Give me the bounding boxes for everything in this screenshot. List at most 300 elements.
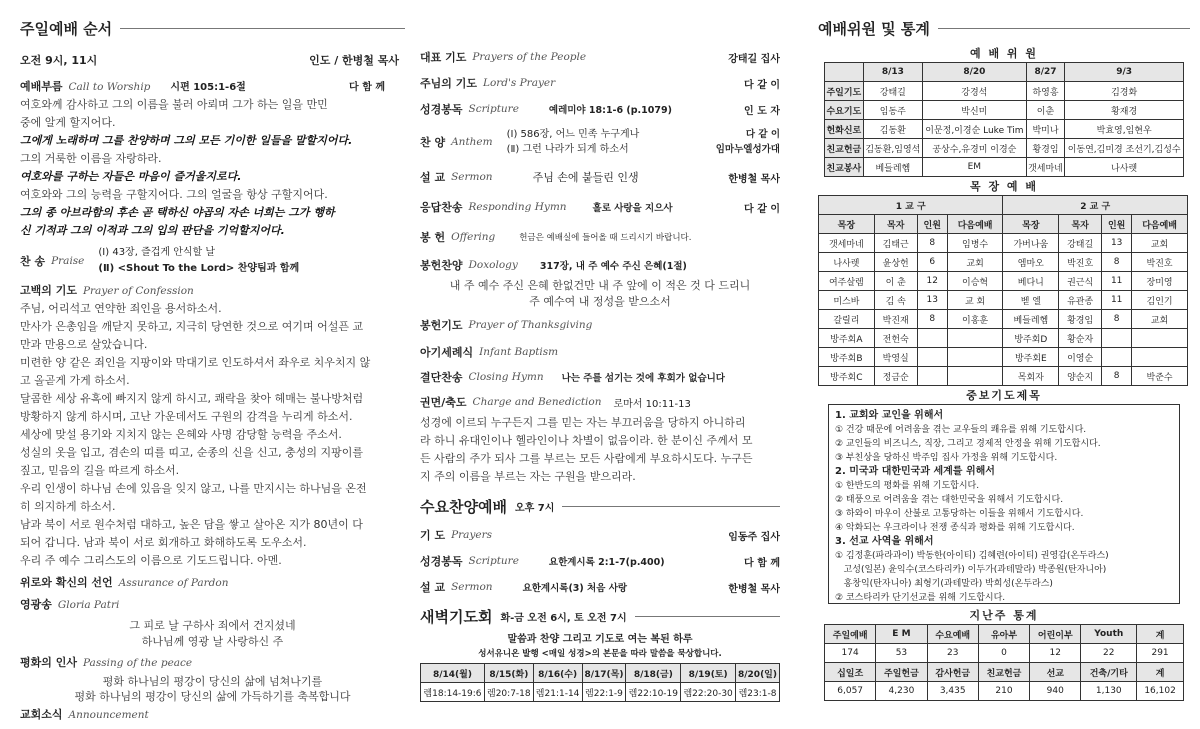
parish-cell — [917, 329, 947, 348]
dawn-date-cell: 8/20(일) — [736, 664, 780, 683]
parish-header-cell: 목자 — [874, 215, 917, 234]
parish-header-cell: 목장 — [819, 215, 875, 234]
stats-cell: 1,130 — [1081, 682, 1137, 701]
dawn-ref-cell: 렘21:1-14 — [533, 683, 582, 702]
dawn-date-cell: 8/14(월) — [421, 664, 485, 683]
confession-text-line: 고 올곧게 가게 하소서. — [20, 374, 130, 387]
thanks-en: Prayer of Thanksgiving — [468, 319, 593, 331]
anthem-en: Anthem — [451, 136, 493, 148]
order-of-worship-column — [20, 0, 405, 729]
stats-cell: 291 — [1137, 644, 1184, 663]
stats-cell: 210 — [978, 682, 1029, 701]
parish-header-cell: 목장 — [1003, 215, 1059, 234]
confession-text — [20, 300, 405, 570]
parish-cell: 윤상헌 — [874, 253, 917, 272]
confession-label: 고백의 기도 — [20, 284, 77, 297]
parish-cell: 6 — [917, 253, 947, 272]
response-person: 다 같 이 — [744, 203, 780, 215]
parish-cell — [917, 348, 947, 367]
doxology-hymn: 317장, 내 주 예수 주신 은혜(1절) — [539, 261, 687, 272]
dawn-ref-cell: 렘22:1-9 — [582, 683, 626, 702]
stats-cell: 수요예배 — [927, 625, 978, 644]
committee-cell: 이문정,이경순 Luke Tim — [923, 120, 1027, 139]
committee-cell: 이춘 — [1026, 101, 1065, 120]
praise-line-2: (Ⅱ) <Shout To the Lord> 찬양팀과 함께 — [98, 263, 300, 274]
committee-date-cell: 8/20 — [923, 63, 1027, 82]
parish-table-title: 목 장 예 배 — [970, 180, 1038, 193]
gloria-patri — [20, 596, 405, 618]
benediction — [420, 390, 780, 414]
dawn-title-text: 새벽기도회 — [420, 607, 493, 626]
doxology-en: Doxology — [468, 259, 518, 271]
confession-text-line: 성실의 옷을 입고, 겸손의 띠를 띠고, 순종의 신을 신고, 충성의 지팡이를 — [20, 446, 363, 459]
gloria-line-1: 그 피로 날 구하사 죄에서 건지셨네 — [129, 619, 296, 632]
parish-cell: 이영순 — [1059, 348, 1102, 367]
baptism-label: 아기세례식 — [420, 346, 474, 359]
item-person: 다 같 이 — [744, 79, 780, 91]
parish-cell: 양순지 — [1059, 367, 1102, 386]
item-person: 임동주 집사 — [728, 531, 780, 543]
parish-row — [819, 367, 1188, 386]
parish-header-cell: 인원 — [917, 215, 947, 234]
parish-cell: 갈릴리 — [819, 310, 875, 329]
call-en: Call to Worship — [68, 81, 151, 93]
sermon-person: 한병철 목사 — [728, 173, 780, 185]
stats-cell: E M — [876, 625, 927, 644]
committee-row — [825, 101, 1184, 120]
wednesday-title — [420, 496, 780, 516]
parish-header-cell: 인원 — [1102, 215, 1132, 234]
dawn-time: 화-금 오전 6시, 토 오전 7시 — [500, 612, 627, 624]
committee-cell: 공상수,유경미 이경순 — [923, 139, 1027, 158]
worship-item — [420, 522, 780, 548]
committee-cell: 강경석 — [923, 82, 1027, 101]
parish-cell: 나사렛 — [819, 253, 875, 272]
committee-corner-cell — [825, 63, 864, 82]
parish-cell: 방주회B — [819, 348, 875, 367]
prayer-title: 중보기도제목 — [966, 389, 1042, 402]
parish-row — [819, 329, 1188, 348]
benediction-text-line: 라 하니 유대인이나 헬라인이나 차별이 없음이라. 한 분이신 주께서 모 — [420, 434, 753, 447]
prayer-item: ③ 하와이 마우이 산불로 고통당하는 이들을 위해서 기도합시다. — [835, 509, 1084, 519]
parish-cell: 유관종 — [1059, 291, 1102, 310]
dawn-ref-cell: 렘22:10-19 — [626, 683, 681, 702]
thanksgiving — [420, 310, 780, 340]
worship-item — [420, 44, 780, 70]
dawn-title — [420, 606, 780, 626]
prayer-box — [828, 404, 1180, 604]
call-text-line: 그의 종 아브라함의 후손 곧 택하신 야곱의 자손 너희는 그가 행하 — [20, 206, 335, 219]
stats-cell: 53 — [876, 644, 927, 663]
parish-row — [819, 234, 1188, 253]
confession-text-line: 만과 만용으로 살았습니다. — [20, 338, 148, 351]
gloria-label: 영광송 — [20, 598, 52, 611]
committee-cell: 임동주 — [863, 101, 922, 120]
sermon-en: Sermon — [451, 171, 493, 183]
confession-text-line: 방황하지 않게 하시며, 고난 가운데서도 구원의 감격을 누리게 하소서. — [20, 410, 353, 423]
parish-cell: 13 — [1102, 234, 1132, 253]
response-en: Responding Hymn — [468, 201, 567, 213]
parish-row — [819, 272, 1188, 291]
item-person: 다 함 께 — [744, 557, 780, 569]
committee-cell: 베들레헴 — [863, 158, 922, 177]
praise — [20, 244, 405, 278]
stats-cell: 940 — [1030, 682, 1081, 701]
parish-cell: 방주회D — [1003, 329, 1059, 348]
pardon-en: Assurance of Pardon — [118, 577, 229, 589]
parish-cell: 황경임 — [1059, 310, 1102, 329]
response-label: 응답찬송 — [420, 201, 463, 214]
item-person: 강태길 집사 — [728, 53, 780, 65]
parish-cell: 이 춘 — [874, 272, 917, 291]
committee-role-cell: 친교봉사 — [825, 158, 864, 177]
prayer-item: ③ 부친상을 당하신 박주임 집사 가정을 위해 기도합시다. — [835, 453, 1058, 463]
confession-en: Prayer of Confession — [82, 285, 194, 297]
stats-cell: 어린이부 — [1030, 625, 1081, 644]
parish-cell — [1132, 329, 1188, 348]
item-english: Lord's Prayer — [482, 77, 556, 89]
stats-cell: 22 — [1081, 644, 1137, 663]
prayer-item: ① 한반도의 평화를 위해 기도합시다. — [835, 481, 980, 491]
dawn-ref-cell: 렘18:14-19:6 — [421, 683, 485, 702]
parish-cell — [917, 367, 947, 386]
sermon — [420, 162, 780, 192]
section-title-text: 주일예배 순서 — [20, 19, 113, 38]
doxology — [420, 252, 780, 278]
committee-section-title — [818, 18, 1190, 38]
parish-cell: 여주살렘 — [819, 272, 875, 291]
stats-cell: 16,102 — [1137, 682, 1184, 701]
confession-text-line: 우리 인생이 하나님 손에 있음을 잊지 않고, 나를 만지시는 하나님을 온전 — [20, 482, 367, 495]
confession-text-line: 남과 북이 서로 원수처럼 대하고, 높은 담을 쌓고 살아온 지가 80년이 다 — [20, 518, 363, 531]
parish-cell: 박진호 — [1132, 253, 1188, 272]
parish-cell: 11 — [1102, 272, 1132, 291]
announcement — [20, 706, 405, 728]
confession — [20, 282, 405, 300]
committee-cell: 김경화 — [1065, 82, 1184, 101]
committee-row — [825, 139, 1184, 158]
parish-header-cell: 목자 — [1059, 215, 1102, 234]
committee-row — [825, 120, 1184, 139]
committee-cell: 황경임 — [1026, 139, 1065, 158]
parish-cell: 미스바 — [819, 291, 875, 310]
parish-cell: 이승혁 — [947, 272, 1003, 291]
parish-cell: 전헌숙 — [874, 329, 917, 348]
benediction-text-line: 든 사람의 주가 되사 그를 부르는 모든 사람에게 부요하시도다. 누구든 — [420, 452, 753, 465]
committee-cell: 강태길 — [863, 82, 922, 101]
call-person: 다 함 께 — [349, 82, 385, 93]
parish-cell: 황순자 — [1059, 329, 1102, 348]
parish-cell: 방주회C — [819, 367, 875, 386]
doxology-line-1: 내 주 예수 주신 은혜 한없건만 내 주 앞에 이 적은 것 다 드리니 — [449, 279, 751, 292]
call-ref: 시편 105:1-6절 — [170, 82, 246, 93]
confession-text-line: 우리 주 예수 그리스도의 이름으로 기도드립니다. 아멘. — [20, 554, 282, 567]
prayer-heading-1: 1. 교회와 교인을 위해서 — [835, 410, 944, 421]
call-text-line: 여호와께 감사하고 그의 이름을 불러 아뢰며 그가 하는 일을 만민 — [20, 98, 328, 111]
parish-cell: 교회 — [947, 253, 1003, 272]
committee-table-title: 예 배 위 원 — [970, 47, 1038, 60]
stats-cell: 선교 — [1030, 663, 1081, 682]
baptism-en: Infant Baptism — [479, 346, 559, 358]
prayer-heading-3: 3. 선교 사역을 위해서 — [835, 536, 934, 547]
committee-cell: 김동환,임영석 — [863, 139, 922, 158]
committee-role-cell: 헌화신로 — [825, 120, 864, 139]
committee-stats-column — [818, 0, 1190, 729]
offering-note: 헌금은 예배실에 들어올 때 드리시기 바랍니다. — [519, 233, 692, 243]
parish-group-1: 1 교 구 — [819, 196, 1003, 215]
worship-item — [420, 574, 780, 600]
sunday-worship-title — [20, 18, 405, 38]
dawn-date-cell: 8/18(금) — [626, 664, 681, 683]
praise-label: 찬 송 — [20, 255, 46, 268]
anthem-label: 찬 양 — [420, 136, 446, 149]
sermon-label: 설 교 — [420, 171, 446, 184]
item-english: Scripture — [468, 555, 519, 567]
confession-text-line: 짚고, 믿음의 길을 따르게 하소서. — [20, 464, 180, 477]
praise-en: Praise — [51, 255, 85, 267]
item-label: 성경봉독 — [420, 103, 463, 116]
committee-date-cell: 8/13 — [863, 63, 922, 82]
stats-cell: 주일예배 — [825, 625, 876, 644]
parish-cell: 8 — [917, 234, 947, 253]
stats-cell: 유아부 — [978, 625, 1029, 644]
announce-label: 교회소식 — [20, 708, 63, 721]
responding-hymn — [420, 192, 780, 222]
doxology-label: 봉헌찬양 — [420, 259, 463, 272]
wednesday-items — [420, 522, 780, 600]
stats-cell: 23 — [927, 644, 978, 663]
prayer-item: ① 건강 때문에 어려움을 겪는 교우들의 쾌유를 위해 기도합시다. — [835, 425, 1087, 435]
dawn-date-cell: 8/19(토) — [681, 664, 736, 683]
passing-peace — [20, 654, 405, 674]
anthem — [420, 122, 780, 162]
parish-cell: 목회자 — [1003, 367, 1059, 386]
parish-cell: 교 회 — [947, 291, 1003, 310]
parish-cell: 방주회A — [819, 329, 875, 348]
item-person: 한병철 목사 — [728, 583, 780, 595]
stats-cell: 친교헌금 — [978, 663, 1029, 682]
prayer-item: 고성(일본) 윤익수(코스타리카) 이두가(과테말라) 박종원(탄자니아) — [835, 565, 1107, 575]
call-text-line: 여호와와 그의 능력을 구할지어다. 그의 얼굴을 항상 구할지어다. — [20, 188, 328, 201]
section-title-text: 예배위원 및 통계 — [818, 19, 930, 38]
committee-role-cell: 수요기도 — [825, 101, 864, 120]
offering-label: 봉 헌 — [420, 231, 446, 244]
stats-cell: 계 — [1137, 663, 1184, 682]
committee-date-cell: 9/3 — [1065, 63, 1184, 82]
parish-cell: 8 — [917, 310, 947, 329]
closing-title: 나는 주를 섬기는 것에 후회가 없습니다 — [561, 373, 725, 384]
committee-cell: 갯세마네 — [1026, 158, 1065, 177]
infant-baptism — [420, 340, 780, 364]
anthem-line-1: (Ⅰ) 586장, 어느 민족 누구게나 — [506, 129, 640, 140]
call-text-line: 그의 거룩한 이름을 자랑하라. — [20, 152, 162, 165]
closing-hymn — [420, 364, 780, 390]
stats-cell: 감사헌금 — [927, 663, 978, 682]
stats-cell: 12 — [1030, 644, 1081, 663]
benediction-label: 권면/축도 — [420, 396, 467, 409]
peace-line-2: 평화 하나님의 평강이 당신의 삶에 가득하기를 축복합니다 — [74, 690, 351, 703]
parish-row — [819, 253, 1188, 272]
dawn-date-cell: 8/16(수) — [533, 664, 582, 683]
committee-row — [825, 82, 1184, 101]
confession-text-line: 만사가 은총임을 깨닫지 못하고, 지극히 당연한 것으로 여기며 어설픈 교 — [20, 320, 364, 333]
parish-cell — [947, 348, 1003, 367]
committee-row — [825, 158, 1184, 177]
stats-cell: 4,230 — [876, 682, 927, 701]
parish-cell: 권근식 — [1059, 272, 1102, 291]
prayer-item: ② 태풍으로 어려움을 겪는 대한민국을 위해서 기도합시다. — [835, 495, 1064, 505]
order-continued-column — [420, 0, 780, 729]
pardon-label: 위로와 확신의 선언 — [20, 576, 113, 589]
anthem-person-1: 다 같 이 — [745, 129, 780, 140]
call-text-line: 중에 알게 할지어다. — [20, 116, 116, 129]
dawn-ref-cell: 렘23:1-8 — [736, 683, 780, 702]
item-english: Prayers of the People — [472, 51, 587, 63]
worship-item — [420, 96, 780, 122]
parish-cell: 임병수 — [947, 234, 1003, 253]
wed-time: 오후 7시 — [514, 502, 555, 514]
wed-title-text: 수요찬양예배 — [420, 497, 507, 516]
committee-cell: 박효영,임현우 — [1065, 120, 1184, 139]
parish-cell — [1102, 329, 1132, 348]
announce-en: Announcement — [68, 709, 149, 721]
parish-cell: 베다니 — [1003, 272, 1059, 291]
committee-role-cell: 친교헌금 — [825, 139, 864, 158]
benediction-en: Charge and Benediction — [472, 396, 602, 408]
committee-role-cell: 주일기도 — [825, 82, 864, 101]
item-detail: 예레미야 18:1-6 (p.1079) — [548, 105, 672, 116]
stats-cell: 건축/기타 — [1081, 663, 1137, 682]
item-person: 인 도 자 — [744, 105, 780, 117]
parish-cell: 박진호 — [1059, 253, 1102, 272]
item-label: 주님의 기도 — [420, 77, 477, 90]
wed-rule — [562, 506, 780, 507]
parish-cell: 정금순 — [874, 367, 917, 386]
committee-cell: 박신미 — [923, 101, 1027, 120]
closing-en: Closing Hymn — [468, 371, 544, 383]
dawn-line-2: 성서유니온 발행 <매일 성경>의 본문을 따라 말씀을 묵상합니다. — [478, 649, 722, 659]
parish-cell: 베들레헴 — [1003, 310, 1059, 329]
praise-line-1: (Ⅰ) 43장, 즐겁게 안식할 날 — [98, 247, 216, 258]
stats-cell: 주일헌금 — [876, 663, 927, 682]
parish-cell — [1102, 348, 1132, 367]
worship-items-top — [420, 44, 780, 122]
parish-cell: 13 — [917, 291, 947, 310]
call-text-line: 여호와를 구하는 자들은 마음이 즐거울지로다. — [20, 170, 242, 183]
closing-label: 결단찬송 — [420, 371, 463, 384]
worship-item — [420, 548, 780, 574]
call-to-worship — [20, 78, 405, 96]
confession-text-line: 되어 갑니다. 남과 북이 서로 회개하고 화해하도록 도우소서. — [20, 536, 307, 549]
item-english: Scripture — [468, 103, 519, 115]
stats-title: 지난주 통계 — [969, 609, 1039, 622]
parish-cell: 8 — [1102, 253, 1132, 272]
confession-text-line: 달콤한 세상 유혹에 빠지지 않게 하시고, 쾌락을 찾아 헤매는 불나방처럼 — [20, 392, 364, 405]
prayer-heading-2: 2. 미국과 대한민국과 세계를 위해서 — [835, 466, 995, 477]
committee-date-cell: 8/27 — [1026, 63, 1065, 82]
parish-cell: 방주회E — [1003, 348, 1059, 367]
call-text-line: 그에게 노래하며 그를 찬양하며 그의 모든 기이한 일들을 말할지어다. — [20, 134, 353, 147]
parish-cell: 김 속 — [874, 291, 917, 310]
parish-cell: 김인기 — [1132, 291, 1188, 310]
parish-cell — [947, 329, 1003, 348]
parish-cell: 엠마오 — [1003, 253, 1059, 272]
parish-header-cell: 다음예배 — [1132, 215, 1188, 234]
thanks-label: 봉헌기도 — [420, 319, 463, 332]
stats-cell: 계 — [1137, 625, 1184, 644]
committee-cell: 하영흥 — [1026, 82, 1065, 101]
committee-cell: 황재경 — [1065, 101, 1184, 120]
assurance — [20, 574, 405, 596]
stats-cell: 3,435 — [927, 682, 978, 701]
item-english: Sermon — [451, 581, 493, 593]
sermon-title: 주님 손에 붙들린 인생 — [532, 171, 639, 184]
confession-text-line: 미련한 양 같은 죄인을 지팡이와 막대기로 인도하셔서 좌우로 치우치지 않 — [20, 356, 371, 369]
time-line — [20, 52, 405, 70]
parish-cell: 박영실 — [874, 348, 917, 367]
worship-item — [420, 70, 780, 96]
doxology-line-2: 주 예수여 내 정성을 받으소서 — [529, 295, 671, 308]
parish-cell: 박진재 — [874, 310, 917, 329]
gloria-en: Gloria Patri — [57, 599, 120, 611]
dawn-line-1: 말씀과 찬양 그리고 기도로 여는 복된 하루 — [507, 634, 693, 645]
parish-cell — [947, 367, 1003, 386]
parish-cell: 갯세마네 — [819, 234, 875, 253]
parish-header-cell: 다음예배 — [947, 215, 1003, 234]
peace-line-1: 평화 하나님의 평강이 당신의 삶에 넘쳐나기를 — [102, 675, 323, 688]
dawn-rule — [635, 616, 780, 617]
parish-cell: 8 — [1102, 367, 1132, 386]
committee-cell: 김동환 — [863, 120, 922, 139]
parish-group-2: 2 교 구 — [1003, 196, 1188, 215]
parish-cell: 8 — [1102, 310, 1132, 329]
committee-cell: 이동연,김미경 조선기,김성수 — [1065, 139, 1184, 158]
parish-cell: 교회 — [1132, 234, 1188, 253]
stats-cell: 6,057 — [825, 682, 876, 701]
prayer-item: ① 김정훈(파라과이) 박동한(아이티) 김혜련(아이티) 권영갑(온두라스) — [835, 551, 1109, 561]
committee-table — [824, 62, 1184, 177]
item-detail: 요한계시록 2:1-7(p.400) — [548, 557, 665, 568]
item-detail: 요한계시록(3) 처음 사랑 — [522, 583, 628, 594]
parish-cell: 김태근 — [874, 234, 917, 253]
parish-row — [819, 291, 1188, 310]
benediction-text-line: 지 주의 이름을 부르는 자는 구원을 받으리라. — [420, 470, 636, 483]
parish-cell: 강태길 — [1059, 234, 1102, 253]
stats-table — [824, 624, 1184, 701]
item-english: Prayers — [451, 529, 492, 541]
offering — [420, 222, 780, 252]
call-label: 예배부름 — [20, 80, 63, 93]
service-times: 오전 9시, 11시 — [20, 54, 98, 67]
offering-en: Offering — [451, 231, 496, 243]
stats-cell: 십일조 — [825, 663, 876, 682]
call-text-line: 신 기적과 그의 이적과 그의 입의 판단을 기억할지어다. — [20, 224, 285, 237]
peace-en: Passing of the peace — [82, 657, 193, 669]
parish-cell: 11 — [1102, 291, 1132, 310]
parish-cell: 장미영 — [1132, 272, 1188, 291]
item-label: 기 도 — [420, 529, 446, 542]
committee-cell: EM — [923, 158, 1027, 177]
dawn-date-cell: 8/15(화) — [484, 664, 533, 683]
item-label: 성경봉독 — [420, 555, 463, 568]
parish-row — [819, 310, 1188, 329]
parish-cell: 교회 — [1132, 310, 1188, 329]
title-rule — [938, 28, 1190, 29]
parish-cell — [1132, 348, 1188, 367]
parish-cell: 가버나움 — [1003, 234, 1059, 253]
stats-cell: 0 — [978, 644, 1029, 663]
benediction-text-line: 성경에 이르되 누구든지 그를 믿는 자는 부끄러움을 당하지 아니하리 — [420, 416, 746, 429]
